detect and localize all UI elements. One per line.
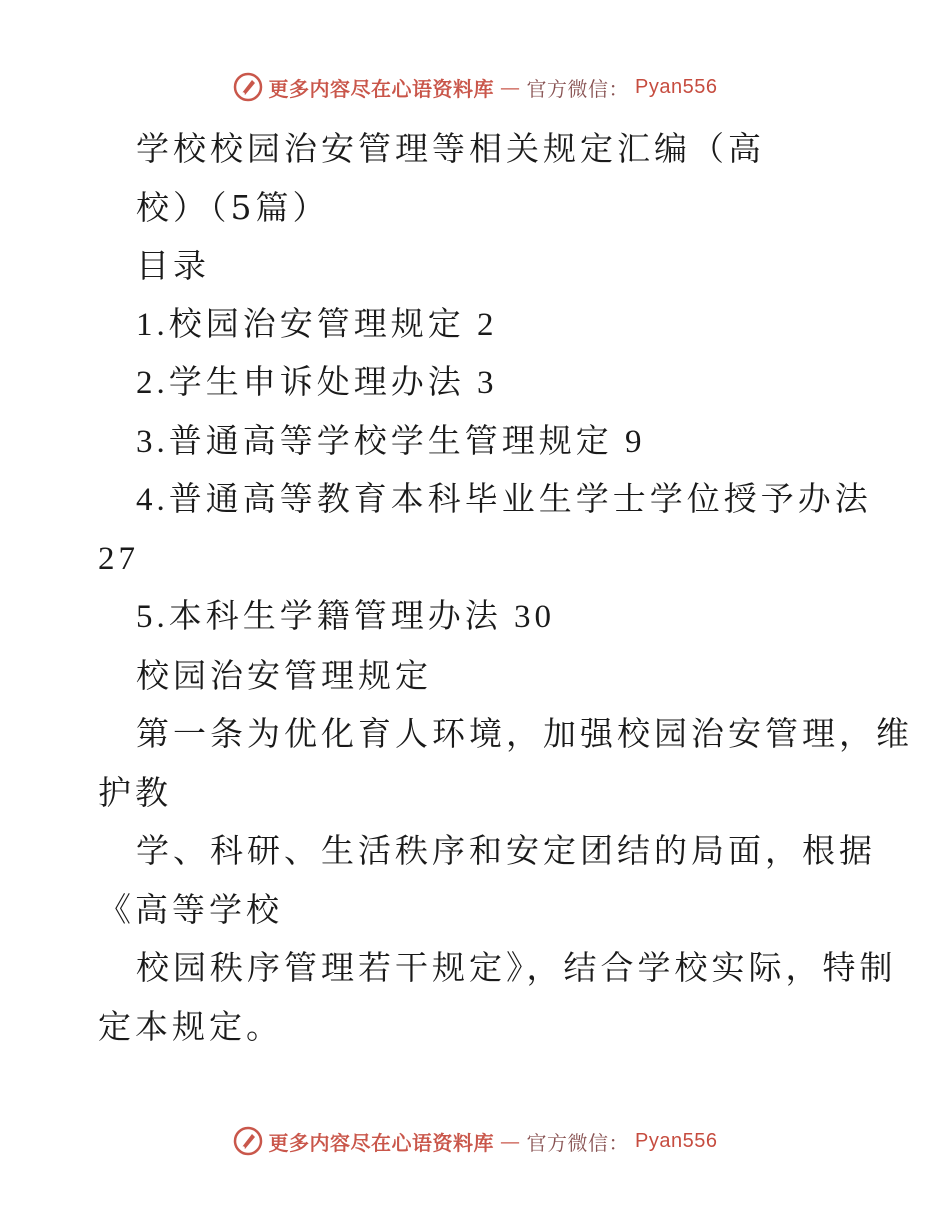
- section-heading: 校园治安管理规定: [136, 655, 432, 695]
- pen-logo-icon: [233, 72, 263, 102]
- watermark-label: 官方微信：: [526, 1130, 630, 1155]
- body-line: 《高等学校: [98, 889, 283, 929]
- header-watermark: [0, 72, 950, 102]
- watermark-id: Pyan556: [635, 75, 718, 98]
- document-title-line-2: 校）（5篇）: [136, 187, 330, 227]
- watermark-text: 更多内容尽在心语资料库: [268, 76, 495, 101]
- toc-item-page-number: 27: [98, 540, 139, 577]
- toc-item: 4.普通高等教育本科毕业生学士学位授予办法: [136, 482, 872, 518]
- watermark-text: 更多内容尽在心语资料库: [268, 1130, 495, 1155]
- footer-watermark: [0, 1126, 950, 1156]
- toc-item: 2.学生申诉处理办法 3: [136, 365, 498, 401]
- pen-logo-icon: [233, 1126, 263, 1156]
- watermark-separator: —: [500, 75, 521, 99]
- body-line: 定本规定。: [98, 1006, 283, 1046]
- body-line: 护教: [98, 772, 172, 812]
- body-line: 校园秩序管理若干规定》，结合学校实际，特制: [136, 948, 897, 987]
- watermark-id: Pyan556: [635, 1129, 718, 1152]
- toc-item: 5.本科生学籍管理办法 30: [136, 599, 555, 635]
- watermark-separator: —: [500, 1129, 521, 1153]
- toc-item: 1.校园治安管理规定 2: [136, 306, 498, 343]
- watermark-label: 官方微信：: [526, 76, 630, 101]
- toc-heading: 目录: [136, 246, 210, 285]
- body-line: 学、科研、生活秩序和安定团结的局面，根据: [136, 831, 876, 870]
- toc-item: 3.普通高等学校学生管理规定 9: [136, 423, 646, 460]
- body-line: 第一条为优化育人环境，加强校园治安管理，维: [136, 714, 913, 753]
- document-body: [98, 120, 913, 1056]
- document-title-line-1: 学校校园治安管理等相关规定汇编（高: [136, 129, 765, 168]
